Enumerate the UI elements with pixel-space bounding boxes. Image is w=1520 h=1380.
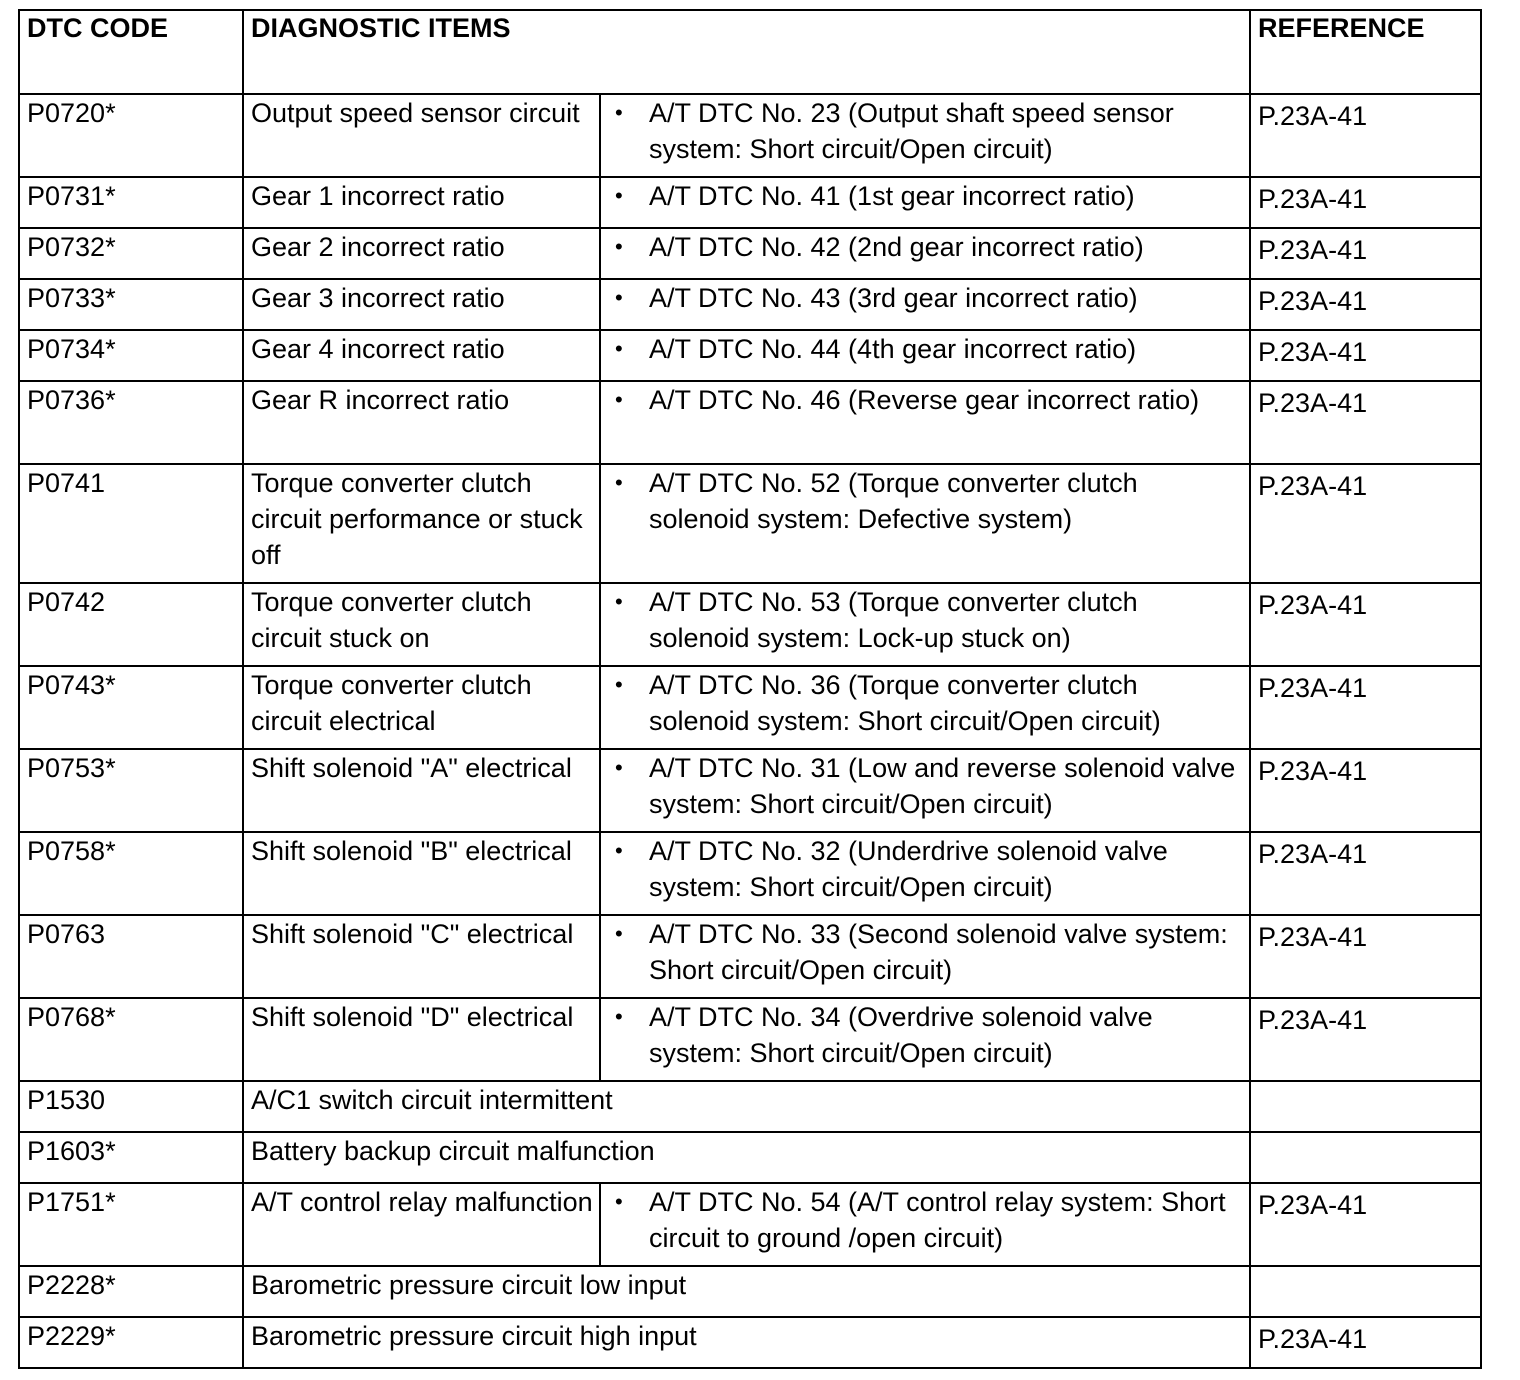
at-dtc-detail-text: A/T DTC No. 54 (A/T control relay system: Short circuit to ground /open circuit): [649, 1187, 1226, 1253]
table-row: [19, 330, 1481, 381]
reference-cell: P.23A-41: [1250, 177, 1481, 228]
bullet-icon: •: [615, 387, 623, 412]
reference-cell: P.23A-41: [1250, 330, 1481, 381]
at-dtc-detail-text: A/T DTC No. 33 (Second solenoid valve system: Short circuit/Open circuit): [649, 919, 1228, 985]
bullet-item: [615, 178, 1243, 214]
at-dtc-detail-cell: [600, 749, 1250, 832]
bullet-icon: •: [615, 100, 623, 125]
diagnostic-item-cell: Shift solenoid "B" electrical: [243, 832, 600, 915]
diagnostic-item-cell: Barometric pressure circuit low input: [243, 1266, 1250, 1317]
table-body: [19, 94, 1481, 1368]
at-dtc-detail-text: A/T DTC No. 53 (Torque converter clutch solenoid system: Lock-up stuck on): [649, 587, 1138, 653]
bullet-item: [615, 750, 1243, 822]
at-dtc-detail-cell: [600, 228, 1250, 279]
at-dtc-detail-text: A/T DTC No. 36 (Torque converter clutch solenoid system: Short circuit/Open circuit): [649, 670, 1161, 736]
table-row: [19, 1317, 1481, 1368]
table-row: [19, 1081, 1481, 1132]
at-dtc-detail-cell: [600, 583, 1250, 666]
table-row: [19, 749, 1481, 832]
bullet-item: [615, 833, 1243, 905]
bullet-item: [615, 382, 1243, 418]
dtc-code-cell: P0736*: [19, 381, 243, 464]
bullet-icon: •: [615, 589, 623, 614]
table-row: [19, 666, 1481, 749]
at-dtc-detail-text: A/T DTC No. 32 (Underdrive solenoid valve system: Short circuit/Open circuit): [649, 836, 1168, 902]
reference-cell: P.23A-41: [1250, 228, 1481, 279]
bullet-item: [615, 331, 1243, 367]
table-row: [19, 583, 1481, 666]
dtc-code-cell: P0731*: [19, 177, 243, 228]
dtc-code-cell: P0743*: [19, 666, 243, 749]
bullet-icon: •: [615, 1004, 623, 1029]
header-row: [19, 10, 1481, 94]
dtc-table: [18, 9, 1482, 1369]
bullet-item: [615, 999, 1243, 1071]
bullet-icon: •: [615, 234, 623, 259]
at-dtc-detail-cell: [600, 381, 1250, 464]
reference-cell: [1250, 1266, 1481, 1317]
reference-cell: P.23A-41: [1250, 666, 1481, 749]
at-dtc-detail-cell: [600, 94, 1250, 177]
reference-cell: P.23A-41: [1250, 279, 1481, 330]
diagnostic-item-cell: A/T control relay malfunction: [243, 1183, 600, 1266]
diagnostic-item-cell: Shift solenoid "C" electrical: [243, 915, 600, 998]
reference-cell: P.23A-41: [1250, 915, 1481, 998]
dtc-code-cell: P0768*: [19, 998, 243, 1081]
bullet-icon: •: [615, 921, 623, 946]
at-dtc-detail-text: A/T DTC No. 43 (3rd gear incorrect ratio): [649, 283, 1138, 313]
bullet-item: [615, 280, 1243, 316]
reference-cell: P.23A-41: [1250, 832, 1481, 915]
diagnostic-item-cell: Gear 1 incorrect ratio: [243, 177, 600, 228]
reference-cell: [1250, 1132, 1481, 1183]
table-row: [19, 832, 1481, 915]
diagnostic-item-cell: Gear R incorrect ratio: [243, 381, 600, 464]
diagnostic-item-cell: Gear 3 incorrect ratio: [243, 279, 600, 330]
diagnostic-item-cell: Shift solenoid "D" electrical: [243, 998, 600, 1081]
at-dtc-detail-text: A/T DTC No. 34 (Overdrive solenoid valve system: Short circuit/Open circuit): [649, 1002, 1153, 1068]
at-dtc-detail-text: A/T DTC No. 52 (Torque converter clutch solenoid system: Defective system): [649, 468, 1138, 534]
at-dtc-detail-cell: [600, 1183, 1250, 1266]
bullet-item: [615, 667, 1243, 739]
dtc-code-cell: P0758*: [19, 832, 243, 915]
bullet-icon: •: [615, 1189, 623, 1214]
reference-cell: P.23A-41: [1250, 464, 1481, 583]
diagnostic-item-cell: Torque converter clutch circuit stuck on: [243, 583, 600, 666]
diagnostic-item-cell: Gear 4 incorrect ratio: [243, 330, 600, 381]
bullet-item: [615, 1184, 1243, 1256]
dtc-code-cell: P0732*: [19, 228, 243, 279]
bullet-icon: •: [615, 183, 623, 208]
header-reference: REFERENCE: [1250, 10, 1481, 94]
bullet-icon: •: [615, 285, 623, 310]
reference-cell: P.23A-41: [1250, 94, 1481, 177]
table-row: [19, 1266, 1481, 1317]
bullet-icon: •: [615, 336, 623, 361]
table-row: [19, 279, 1481, 330]
table-row: [19, 177, 1481, 228]
header-dtc-code: DTC CODE: [19, 10, 243, 94]
dtc-code-cell: P1751*: [19, 1183, 243, 1266]
at-dtc-detail-text: A/T DTC No. 31 (Low and reverse solenoid valve system: Short circuit/Open circuit): [649, 753, 1236, 819]
at-dtc-detail-text: A/T DTC No. 44 (4th gear incorrect ratio): [649, 334, 1137, 364]
at-dtc-detail-cell: [600, 832, 1250, 915]
at-dtc-detail-cell: [600, 666, 1250, 749]
at-dtc-detail-text: A/T DTC No. 42 (2nd gear incorrect ratio): [649, 232, 1144, 262]
table-row: [19, 1183, 1481, 1266]
dtc-code-cell: P0742: [19, 583, 243, 666]
reference-cell: [1250, 1081, 1481, 1132]
bullet-item: [615, 465, 1243, 537]
header-diagnostic-items: DIAGNOSTIC ITEMS: [243, 10, 1250, 94]
table-row: [19, 998, 1481, 1081]
at-dtc-detail-cell: [600, 177, 1250, 228]
diagnostic-item-cell: A/C1 switch circuit intermittent: [243, 1081, 1250, 1132]
reference-cell: P.23A-41: [1250, 381, 1481, 464]
at-dtc-detail-cell: [600, 998, 1250, 1081]
at-dtc-detail-text: A/T DTC No. 41 (1st gear incorrect ratio): [649, 181, 1135, 211]
at-dtc-detail-text: A/T DTC No. 46 (Reverse gear incorrect ratio): [649, 385, 1200, 415]
table-row: [19, 464, 1481, 583]
reference-cell: P.23A-41: [1250, 1317, 1481, 1368]
table-row: [19, 1132, 1481, 1183]
dtc-code-cell: P0741: [19, 464, 243, 583]
reference-cell: P.23A-41: [1250, 583, 1481, 666]
bullet-item: [615, 584, 1243, 656]
diagnostic-item-cell: Gear 2 incorrect ratio: [243, 228, 600, 279]
dtc-code-cell: P0734*: [19, 330, 243, 381]
table-row: [19, 228, 1481, 279]
dtc-code-cell: P2228*: [19, 1266, 243, 1317]
at-dtc-detail-cell: [600, 279, 1250, 330]
bullet-icon: •: [615, 672, 623, 697]
bullet-icon: •: [615, 755, 623, 780]
table-row: [19, 381, 1481, 464]
dtc-code-cell: P0720*: [19, 94, 243, 177]
dtc-code-cell: P0763: [19, 915, 243, 998]
at-dtc-detail-cell: [600, 330, 1250, 381]
dtc-code-cell: P1530: [19, 1081, 243, 1132]
dtc-code-cell: P0753*: [19, 749, 243, 832]
bullet-item: [615, 916, 1243, 988]
dtc-code-cell: P1603*: [19, 1132, 243, 1183]
table-row: [19, 94, 1481, 177]
reference-cell: P.23A-41: [1250, 998, 1481, 1081]
dtc-code-cell: P2229*: [19, 1317, 243, 1368]
at-dtc-detail-text: A/T DTC No. 23 (Output shaft speed sensor system: Short circuit/Open circuit): [649, 98, 1174, 164]
bullet-item: [615, 229, 1243, 265]
bullet-icon: •: [615, 838, 623, 863]
diagnostic-item-cell: Battery backup circuit malfunction: [243, 1132, 1250, 1183]
bullet-item: [615, 95, 1243, 167]
bullet-icon: •: [615, 470, 623, 495]
at-dtc-detail-cell: [600, 464, 1250, 583]
diagnostic-item-cell: Shift solenoid "A" electrical: [243, 749, 600, 832]
at-dtc-detail-cell: [600, 915, 1250, 998]
diagnostic-item-cell: Barometric pressure circuit high input: [243, 1317, 1250, 1368]
diagnostic-item-cell: Torque converter clutch circuit performance or stuck off: [243, 464, 600, 583]
diagnostic-item-cell: Output speed sensor circuit: [243, 94, 600, 177]
table-row: [19, 915, 1481, 998]
reference-cell: P.23A-41: [1250, 749, 1481, 832]
diagnostic-item-cell: Torque converter clutch circuit electrical: [243, 666, 600, 749]
dtc-code-cell: P0733*: [19, 279, 243, 330]
reference-cell: P.23A-41: [1250, 1183, 1481, 1266]
